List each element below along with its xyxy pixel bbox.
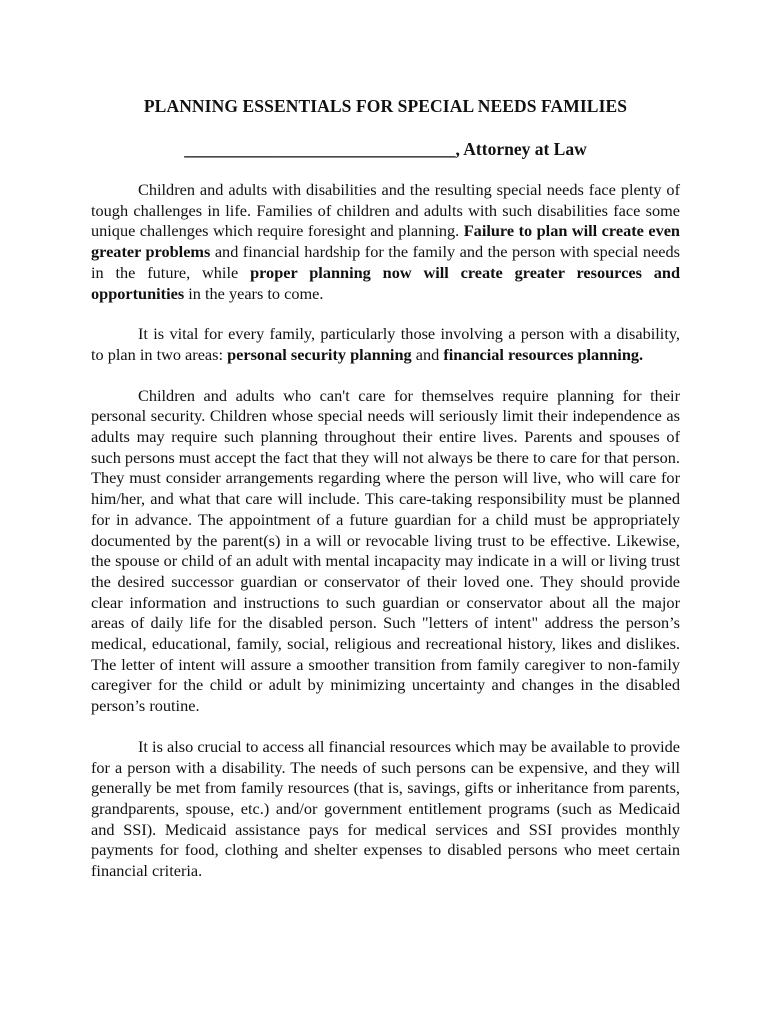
p2-bold-personal-security: personal security planning xyxy=(227,344,412,364)
p1-bold-proper-planning: proper planning now will create greater resources and opportunities xyxy=(91,262,680,303)
paragraph-personal-security: Children and adults who can't care for themselves require planning for their personal security. Children whose special needs will seriously limit their independence as adults may require such planning throughout their entire lives. Parents and spouses of such persons must accept the fact that they will not always be there to care for that person. They must consider arrangements regarding where the person will live, who will care for him/her, and what that care will include. This care-taking responsibility must be planned for in advance. The appointment of a future guardian for a child must be appropriately documented by the parent(s) in a will or revocable living trust to be effective. Likewise, the spouse or child of an adult with mental incapacity may indicate in a will or living trust the desired successor guardian or conservator of their loved one. They should provide clear information and instructions to such guardian or conservator about all the major areas of daily life for the disabled person. Such "letters of intent" address the person’s medical, educational, family, social, religious and recreational history, likes and dislikes. The letter of intent will assure a smoother transition from family caregiver to non-family caregiver for the child or adult by minimizing uncertainty and changes in the disabled person’s routine. xyxy=(91,385,680,716)
p2-bold-financial-resources: financial resources planning. xyxy=(443,344,644,364)
p1-text-c: and financial hardship for the family and the person with special needs in the future, while xyxy=(91,242,681,282)
attorney-byline: _______________________________, Attorney at Law xyxy=(184,139,587,159)
paragraph-introduction xyxy=(91,180,680,304)
document-title: PLANNING ESSENTIALS FOR SPECIAL NEEDS FAMILIES xyxy=(143,96,628,116)
p1-bold-failure: Failure to plan will create even greater problems xyxy=(91,221,680,262)
p1-text-e: in the years to come. xyxy=(184,283,324,303)
paragraph-two-areas xyxy=(91,324,680,365)
p2-text-c: and xyxy=(411,344,444,364)
p1-text-a: Children and adults with disabilities and the resulting special needs face plenty of tough challenges in life. Families of children and adults with such disabilities face some unique challenges which require foresight and planning. xyxy=(91,180,680,241)
p2-text-a: It is vital for every family, particularly those involving a person with a disability, to plan in two areas: xyxy=(91,324,680,364)
paragraph-financial-resources: It is also crucial to access all financial resources which may be available to provide for a person with a disability. The needs of such persons can be expensive, and they will generally be met from family resources (that is, savings, gifts or inheritance from parents, grandparents, spouse, etc.) and/or government entitlement programs (such as Medicaid and SSI). Medicaid assistance pays for medical services and SSI provides monthly payments for food, clothing and shelter expenses to disabled persons who meet certain financial criteria. xyxy=(91,736,680,881)
